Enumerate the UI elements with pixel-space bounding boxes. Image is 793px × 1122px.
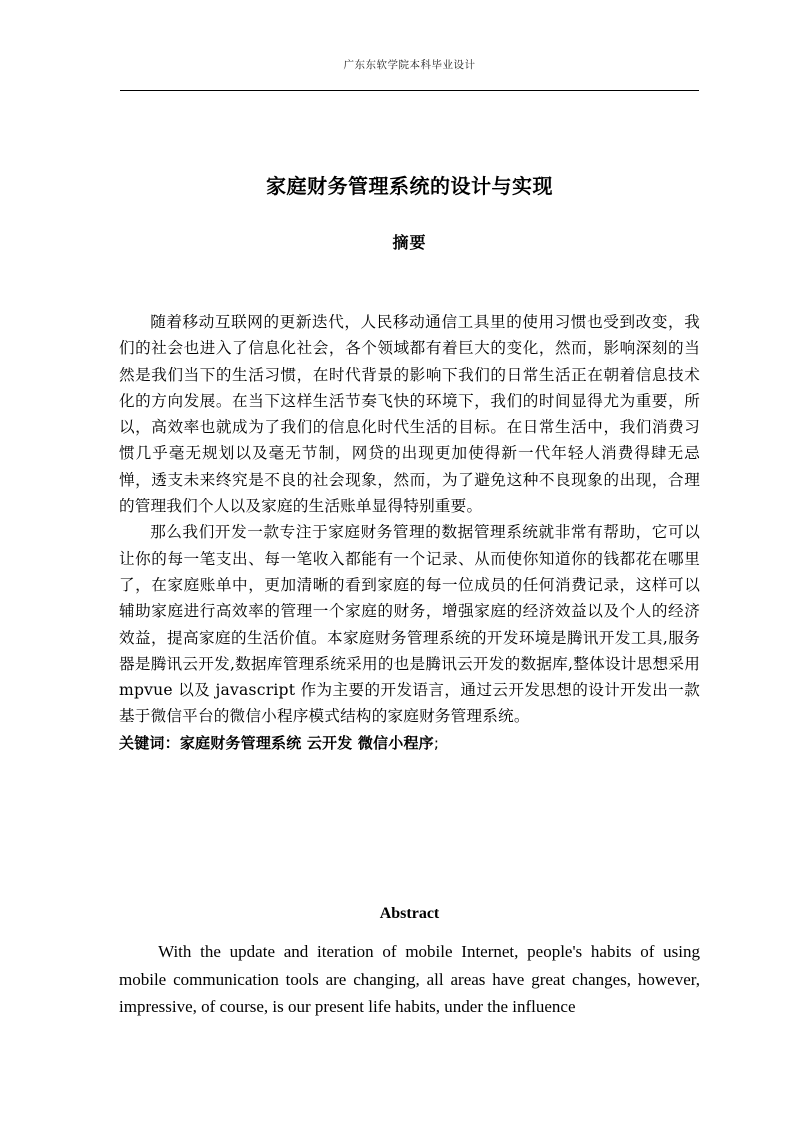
abstract-paragraph-en-1: With the update and iteration of mobile Internet, people's habits of using mobile communication tools are changing, all areas have great changes, however, impressive, of course, is our present life habits, under the influence: [119, 942, 700, 1017]
abstract-heading-chinese: 摘要: [392, 233, 427, 252]
abstract-body-english: [119, 938, 700, 1021]
abstract-paragraph-cn-1: 随着移动互联网的更新迭代，人民移动通信工具里的使用习惯也受到改变，我们的社会也进入了信息化社会，各个领域都有着巨大的变化，然而，影响深刻的当然是我们当下的生活习惯，在时代背景的影响下我们的日常生活正在朝着信息技术化的方向发展。在当下这样生活节奏飞快的环境下，我们的时间显得尤为重要，所以，高效率也就成为了我们的信息化时代生活的目标。在日常生活中，我们消费习惯几乎毫无规划以及毫无节制，网贷的出现更加使得新一代年轻人消费得肆无忌惮，透支未来终究是不良的社会现象，然而，为了避免这种不良现象的出现，合理的管理我们个人以及家庭的生活账单显得特别重要。: [119, 313, 700, 516]
abstract-body-chinese: [119, 309, 700, 756]
page-header: 广东东软学院本科毕业设计: [343, 59, 476, 71]
abstract-paragraph-cn-2: 那么我们开发一款专注于家庭财务管理的数据管理系统就非常有帮助，它可以让你的每一笔支出、每一笔收入都能有一个记录、从而使你知道你的钱都花在哪里了，在家庭账单中，更加清晰的看到家庭的每一位成员的任何消费记录，这样可以辅助家庭进行高效率的管理一个家庭的财务，增强家庭的经济效益以及个人的经济效益，提高家庭的生活价值。本家庭财务管理系统的开发环境是腾讯开发工具,服务器是腾讯云开发,数据库管理系统采用的也是腾讯云开发的数据库,整体设计思想采用 mpvue 以及 javascript 作为主要的开发语言，通过云开发思想的设计开发出一款基于微信平台的微信小程序模式结构的家庭财务管理系统。: [119, 523, 700, 726]
abstract-heading-english: Abstract: [379, 905, 440, 922]
keywords-terminator: ;: [433, 733, 440, 752]
keywords-terms: 家庭财务管理系统 云开发 微信小程序: [179, 733, 434, 752]
document-title: 家庭财务管理系统的设计与实现: [266, 174, 553, 198]
keywords-line: [119, 730, 700, 756]
header-divider: [120, 90, 699, 91]
keywords-label: 关键词：: [119, 733, 180, 752]
